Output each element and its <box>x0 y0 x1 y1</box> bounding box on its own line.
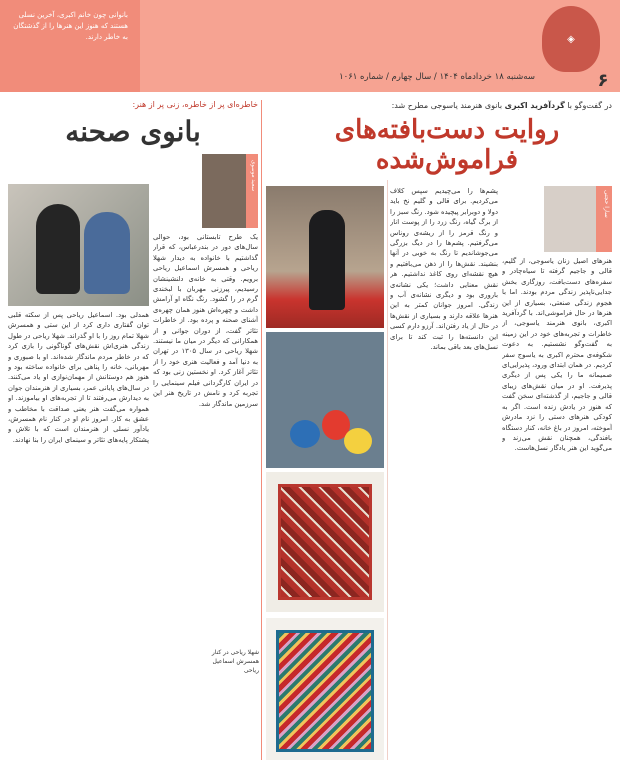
article2-column-d: همدلی بود. اسماعیل ریاحی پس از سکته قلبی توان گفتاری داری کرد از این ستی و همسرش شهلا تمام روز را با او گذراند. شهلا ریاحی در طول زندگی هنری‌اش نقش‌های گوناگونی را بازی کرد که در خاطر مردم ماندگار شده‌اند. او با صبوری و مهربانی، خانه را پناهی برای خانواده ساخته بود و هنوز هم دوستانش از مهمان‌نوازی او یاد می‌کنند. در سال‌های پایانی عمر، بسیاری از هنرمندان جوان به دیدارش می‌رفتند تا از تجربه‌های او بیاموزند. او همواره می‌گفت هنر یعنی صداقت با مخاطب و عشق به کار. امروز نام او در کنار نام همسرش، یادآور نسلی از هنرمندان است که با تلاش و پشتکار پایه‌های تئاتر و سینمای ایران را بنا نهادند. <box>8 311 149 444</box>
header-quote: بانوانی چون خانم اکبری، آخرین نسلی هستند که هنوز این هنرها را از گذشتگان به خاطر دارند. <box>13 11 128 41</box>
article2-header <box>8 100 258 148</box>
author-name: سارا حجتی <box>603 190 610 218</box>
column-divider-light <box>387 180 388 760</box>
column-divider <box>261 100 262 760</box>
article2-kicker: خاطره‌ای پر از خاطره، زنی پر از هنر: <box>132 100 258 109</box>
article2-title: بانوی صحنه <box>65 115 201 148</box>
article1-intro <box>282 100 612 111</box>
photo-caption: شهلا ریاحی در کنار همسرش اسماعیل ریاحی <box>211 649 259 674</box>
article1-title: روایت دست‌بافته‌های فراموش‌شده <box>334 115 560 175</box>
blue-yarn <box>290 420 320 448</box>
article1-header <box>282 100 612 175</box>
couple-man <box>84 212 130 294</box>
page-number: ۶ <box>597 70 609 91</box>
yellow-yarn <box>344 428 372 454</box>
intro-prefix: در گفت‌وگو با <box>567 101 612 110</box>
article2-column-c: یک طرح تابستانی بود، حوالی سال‌های دور در بندرعباس، که قرار گذاشتیم با خانواده به دیدار شهلا ریاحی و همسرش اسماعیل ریاحی برویم. وقتی به خانه‌ی دلنشینشان رسیدیم، پیرزنی مهربان با لبخندی گرم در را گشود. رنگ نگاه او آرامش داشت و چهره‌اش هنوز همان چهره‌ی آشنای صحنه و پرده بود. از خاطرات تئاتر گفت، از دوران جوانی و از همکارانی که دیگر در میان ما نیستند. شهلا ریاحی در سال ۱۳۰۵ در تهران به دنیا آمد و فعالیت هنری خود را از تئاتر آغاز کرد. او نخستین زنی بود که در ایران کارگردانی فیلم سینمایی را تجربه کرد و نامش در تاریخ هنر این سرزمین ماندگار شد. <box>153 233 258 408</box>
intro-suffix: بانوی هنرمند یاسوجی مطرح شد: <box>391 101 503 110</box>
couple-woman <box>36 204 80 294</box>
rug-colorful <box>276 630 374 752</box>
issue-line: سه‌شنبه ۱۸ خردادماه ۱۴۰۴ / سال چهارم / شماره ۱۰۶۱ <box>339 72 535 82</box>
portrait-caption: سعید موسوی <box>250 160 256 192</box>
intro-name: گردآفرید اکبری <box>504 101 565 110</box>
magazine-logo-icon: ◈ <box>542 6 600 72</box>
article1-column-b: پشم‌ها را می‌چیدیم سپس کلاف می‌کردیم. برای قالی و گلیم نخ باید دولا و دوبرابر پیچیده شود. رنگ سبز را از برگ گیاه، رنگ زرد را از پوست انار و رنگ قرمز را از ریشه‌ی روناس می‌گرفتیم. پشم‌ها را در دیگ بزرگی می‌جوشاندیم تا رنگ به خوبی در آنها بنشیند. نقش‌ها را از ذهن می‌بافتیم و هیچ نقشه‌ای روی کاغذ نداشتیم. هر نقش معنایی داشت؛ یکی نشانه‌ی باروری بود و دیگری نشانه‌ی آب و زندگی. امروز جوانان کمتر به این هنرها علاقه دارند و بسیاری از نقش‌ها در حال از یاد رفتن‌اند. آرزو دارم کسی این دانسته‌ها را ثبت کند تا برای نسل‌های بعد باقی بماند. <box>390 187 498 352</box>
rug-red <box>278 484 372 600</box>
woman-figure <box>309 210 345 310</box>
article1-column-a: هنرهای اصیل زنان یاسوجی، از گلیم، قالی و جاجیم گرفته تا سیاه‌چادر و سفره‌های دست‌بافت، روزگاری بخش جدایی‌ناپذیر زندگی مردم بودند. اما با هجوم زندگی صنعتی، بسیاری از این هنرها در حال فراموشی‌اند. با گردآفرید اکبری، بانوی هنرمند یاسوجی، از خاطرات و تجربه‌های خود در این زمینه به گفت‌وگو نشستیم. به دعوت شکوفه‌ی محترم اکبری به یاسوج سفر کردیم. در همان ابتدای ورود، پذیرایی‌ای صمیمانه ما را یکی پس از دیگری پذیرفت. او در میان نقش‌های زیبای قالی و جاجیم، از گذشته‌ای سخن گفت که هنوز در یادش زنده است. اگر به کودکی هنرهای دستی را نزد مادرش آموخته، امروز در باغ خانه، کنار دستگاه بافندگی، همچنان نقش می‌زند و می‌گوید این هنر یادگار نسل‌هاست. <box>502 257 612 453</box>
